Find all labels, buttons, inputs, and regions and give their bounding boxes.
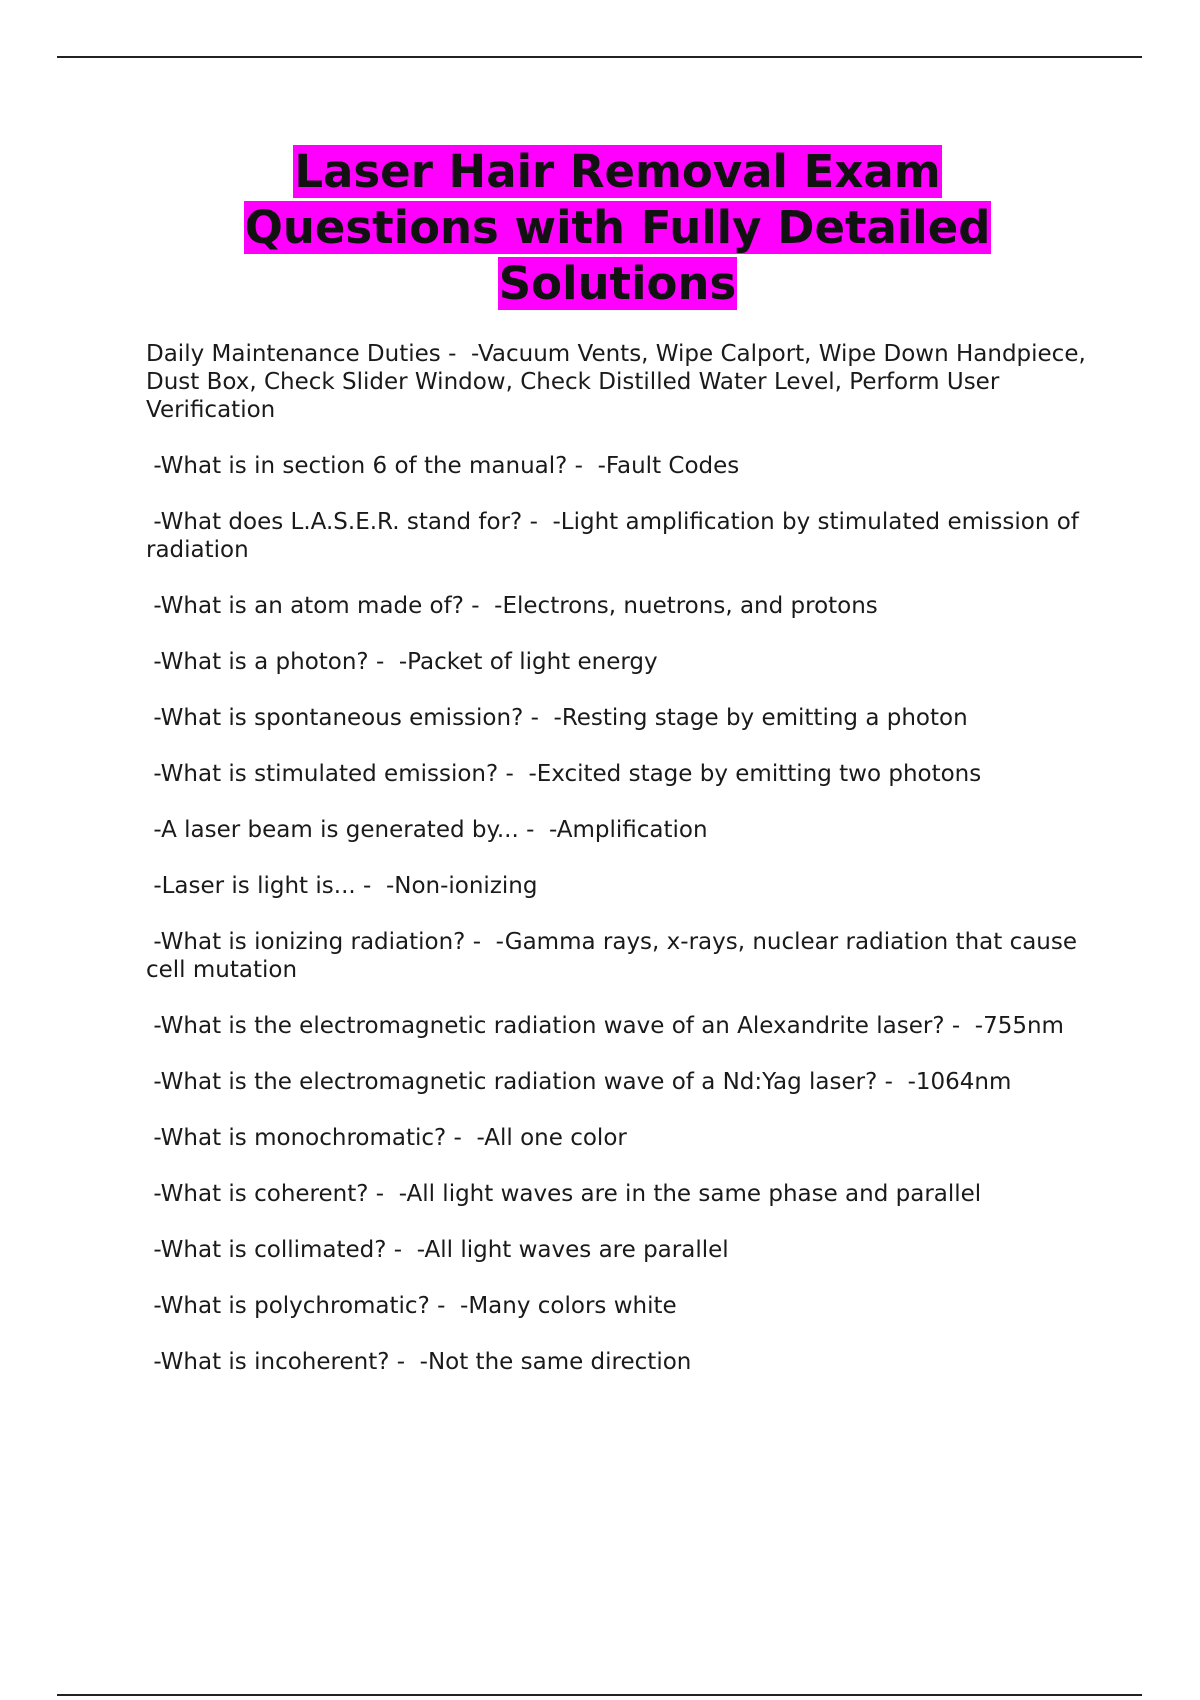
qa-item [146,340,1094,424]
answer: -Non-ionizing [385,873,538,899]
answer: -All one color [476,1125,627,1151]
qa-item [146,1236,1086,1264]
answer: -Excited stage by emitting two photons [528,761,982,787]
question: -What is ionizing radiation? - [146,929,496,955]
question: -What is the electromagnetic radiation wave of a Nd:Yag laser? - [146,1069,908,1095]
qa-item [146,872,1086,900]
qa-item [146,1348,1086,1376]
question: -What is polychromatic? - [146,1293,461,1319]
question: -What is collimated? - [146,1237,417,1263]
answer: -Resting stage by emitting a photon [553,705,968,731]
answer: -755nm [974,1013,1064,1039]
qa-item [146,1012,1086,1040]
title-line-1: Laser Hair Removal Exam [294,145,941,198]
question: -A laser beam is generated by... - [146,817,549,843]
question: -What is monochromatic? - [146,1125,477,1151]
answer: -Fault Codes [597,453,740,479]
question: -What is a photon? - [146,649,399,675]
answer: -1064nm [907,1069,1012,1095]
answer: -Amplification [548,817,708,843]
question: -What does L.A.S.E.R. stand for? - [146,509,553,535]
answer: -Vacuum Vents, Wipe Calport, Wipe Down Handpiece, Dust Box, Check Slider Window, Check Distilled Water Level, Perform User Verification [146,341,1094,423]
qa-item [146,648,1086,676]
qa-item [146,452,1086,480]
answer: -Packet of light energy [398,649,658,675]
answer: -Electrons, nuetrons, and protons [494,593,878,619]
question: -Laser is light is... - [146,873,386,899]
answer: -Light amplification by stimulated emission of radiation [146,509,1087,563]
title-line-3: Solutions [498,257,737,310]
answer: -All light waves are parallel [416,1237,729,1263]
qa-item [146,816,1086,844]
answer: -Many colors white [460,1293,677,1319]
qa-list [146,340,1094,1404]
question: -What is incoherent? - [146,1349,420,1375]
qa-item [146,704,1086,732]
question: -What is coherent? - [146,1181,399,1207]
question: -What is an atom made of? - [146,593,495,619]
question: -What is spontaneous emission? - [146,705,554,731]
document-title [150,144,1085,312]
qa-item [146,928,1086,984]
qa-item [146,592,1086,620]
qa-item [146,760,1086,788]
bottom-rule [57,1694,1142,1696]
top-rule [57,56,1142,58]
title-line-2: Questions with Fully Detailed [244,201,991,254]
question: -What is stimulated emission? - [146,761,529,787]
answer: -Not the same direction [419,1349,692,1375]
qa-item [146,1124,1086,1152]
question: Daily Maintenance Duties - [146,341,471,367]
answer: -Gamma rays, x-rays, nuclear radiation that cause cell mutation [146,929,1085,983]
qa-item [146,1068,1086,1096]
question: -What is in section 6 of the manual? - [146,453,598,479]
qa-item [146,1180,1086,1208]
qa-item [146,1292,1086,1320]
qa-item [146,508,1086,564]
answer: -All light waves are in the same phase and parallel [398,1181,982,1207]
question: -What is the electromagnetic radiation wave of an Alexandrite laser? - [146,1013,975,1039]
